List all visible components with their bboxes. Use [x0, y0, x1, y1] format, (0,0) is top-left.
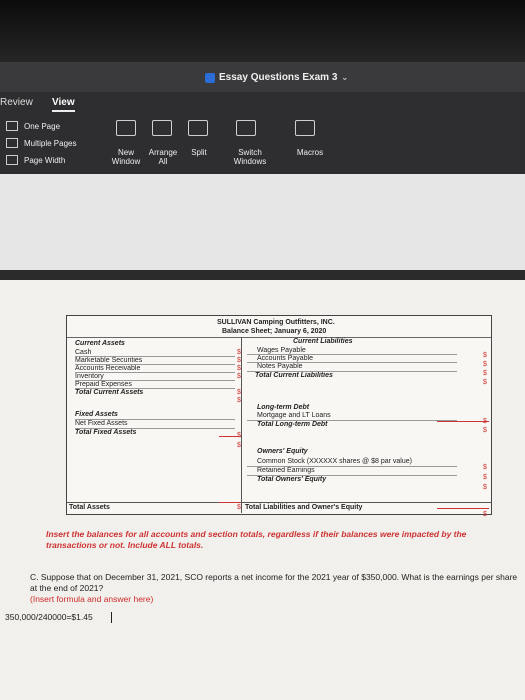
common-stock-label: Common Stock (XXXXXX shares @ $8 par value): [257, 458, 412, 465]
chevron-down-icon[interactable]: ⌄: [341, 73, 349, 82]
net-fixed-assets-dollar[interactable]: $: [237, 432, 241, 439]
notes-payable-label: Notes Payable: [257, 363, 303, 370]
mortgage-dollar[interactable]: $: [483, 418, 487, 425]
accounts-receivable-label: Accounts Receivable: [75, 365, 141, 372]
total-current-liabilities-label: Total Current Liabilities: [255, 372, 333, 379]
answer-text[interactable]: 350,000/240000=$1.45: [5, 612, 112, 623]
retained-earnings-dollar[interactable]: $: [483, 474, 487, 481]
marketable-securities-dollar[interactable]: $: [237, 357, 241, 364]
cash-label: Cash: [75, 349, 92, 356]
cash-dollar[interactable]: $: [237, 349, 241, 356]
window-title-text: Essay Questions Exam 3: [219, 72, 338, 83]
total-current-assets-label: Total Current Assets: [75, 389, 144, 396]
current-liabilities-header: Current Liabilities: [293, 338, 353, 345]
question-c: [30, 572, 520, 605]
total-long-term-debt-label: Total Long-term Debt: [257, 421, 328, 428]
page-width-icon: [6, 155, 18, 165]
inventory-label: Inventory: [75, 373, 104, 380]
new-window-icon: [116, 120, 136, 136]
switch-windows-button[interactable]: Switch Windows: [233, 148, 267, 166]
notes-payable-dollar[interactable]: $: [483, 370, 487, 377]
question-label: C.: [30, 572, 39, 582]
question-hint: (Insert formula and answer here): [30, 594, 154, 604]
owners-equity-header: Owners' Equity: [257, 448, 308, 455]
total-owners-equity-label: Total Owners' Equity: [257, 476, 327, 483]
instructions-note: Insert the balances for all accounts and section totals, regardless if their balances were impacted by the transactions or not. Include ALL totals.: [46, 529, 467, 550]
total-fixed-assets-label: Total Fixed Assets: [75, 429, 137, 436]
current-assets-header: Current Assets: [75, 340, 125, 347]
wages-payable-dollar[interactable]: $: [483, 352, 487, 359]
macros-icon: [295, 120, 315, 136]
marketable-securities-label: Marketable Securities: [75, 357, 143, 364]
one-page-icon: [6, 121, 18, 131]
tab-review[interactable]: Review: [0, 97, 33, 108]
prepaid-dollar[interactable]: $: [237, 389, 241, 396]
split-button[interactable]: Split: [191, 148, 207, 157]
long-term-debt-header: Long-term Debt: [257, 404, 310, 411]
balance-sheet-subtitle: Balance Sheet; January 6, 2020: [222, 328, 327, 335]
common-stock-dollar[interactable]: $: [483, 464, 487, 471]
prepaid-expenses-label: Prepaid Expenses: [75, 381, 132, 388]
question-text: Suppose that on December 31, 2021, SCO reports a net income for the 2021 year of $350,000. What is the earnings per share at the end of 2021?: [30, 572, 518, 593]
ribbon: [0, 92, 525, 174]
retained-earnings-label: Retained Earnings: [257, 467, 315, 474]
inventory-dollar[interactable]: $: [237, 373, 241, 380]
multiple-pages-icon: [6, 138, 18, 148]
total-assets-label: Total Assets: [69, 504, 110, 511]
total-owners-equity-dollar[interactable]: $: [483, 484, 487, 491]
total-fixed-assets-dollar[interactable]: $: [237, 442, 241, 449]
total-liabilities-equity-dollar[interactable]: $: [483, 511, 487, 518]
multiple-pages-option[interactable]: Multiple Pages: [6, 138, 76, 148]
window-title: [205, 72, 348, 83]
balance-sheet-table: [66, 315, 492, 518]
text-cursor: [111, 612, 112, 623]
total-current-liabilities-dollar[interactable]: $: [483, 379, 487, 386]
accounts-payable-dollar[interactable]: $: [483, 361, 487, 368]
new-window-button[interactable]: New Window: [111, 148, 141, 166]
fixed-assets-header: Fixed Assets: [75, 411, 118, 418]
split-icon: [188, 120, 208, 136]
total-current-assets-dollar[interactable]: $: [237, 397, 241, 404]
arrange-all-button[interactable]: Arrange All: [148, 148, 178, 166]
one-page-option[interactable]: One Page: [6, 121, 60, 131]
accounts-receivable-dollar[interactable]: $: [237, 365, 241, 372]
total-assets-dollar[interactable]: $: [237, 504, 241, 511]
document-icon: [205, 73, 215, 83]
accounts-payable-label: Accounts Payable: [257, 355, 314, 362]
arrange-all-icon: [152, 120, 172, 136]
tab-view[interactable]: View: [52, 97, 75, 112]
company-name: SULLIVAN Camping Outfitters, INC.: [217, 319, 335, 326]
document-top-area: [0, 174, 525, 276]
switch-windows-icon: [236, 120, 256, 136]
wages-payable-label: Wages Payable: [257, 347, 306, 354]
title-bar: [0, 62, 525, 92]
net-fixed-assets-label: Net Fixed Assets: [75, 420, 128, 427]
macros-button[interactable]: Macros: [296, 148, 324, 157]
total-liabilities-equity-label: Total Liabilities and Owner's Equity: [245, 504, 363, 511]
page-width-option[interactable]: Page Width: [6, 155, 65, 165]
mortgage-label: Mortgage and LT Loans: [257, 412, 331, 419]
total-long-term-debt-dollar[interactable]: $: [483, 427, 487, 434]
